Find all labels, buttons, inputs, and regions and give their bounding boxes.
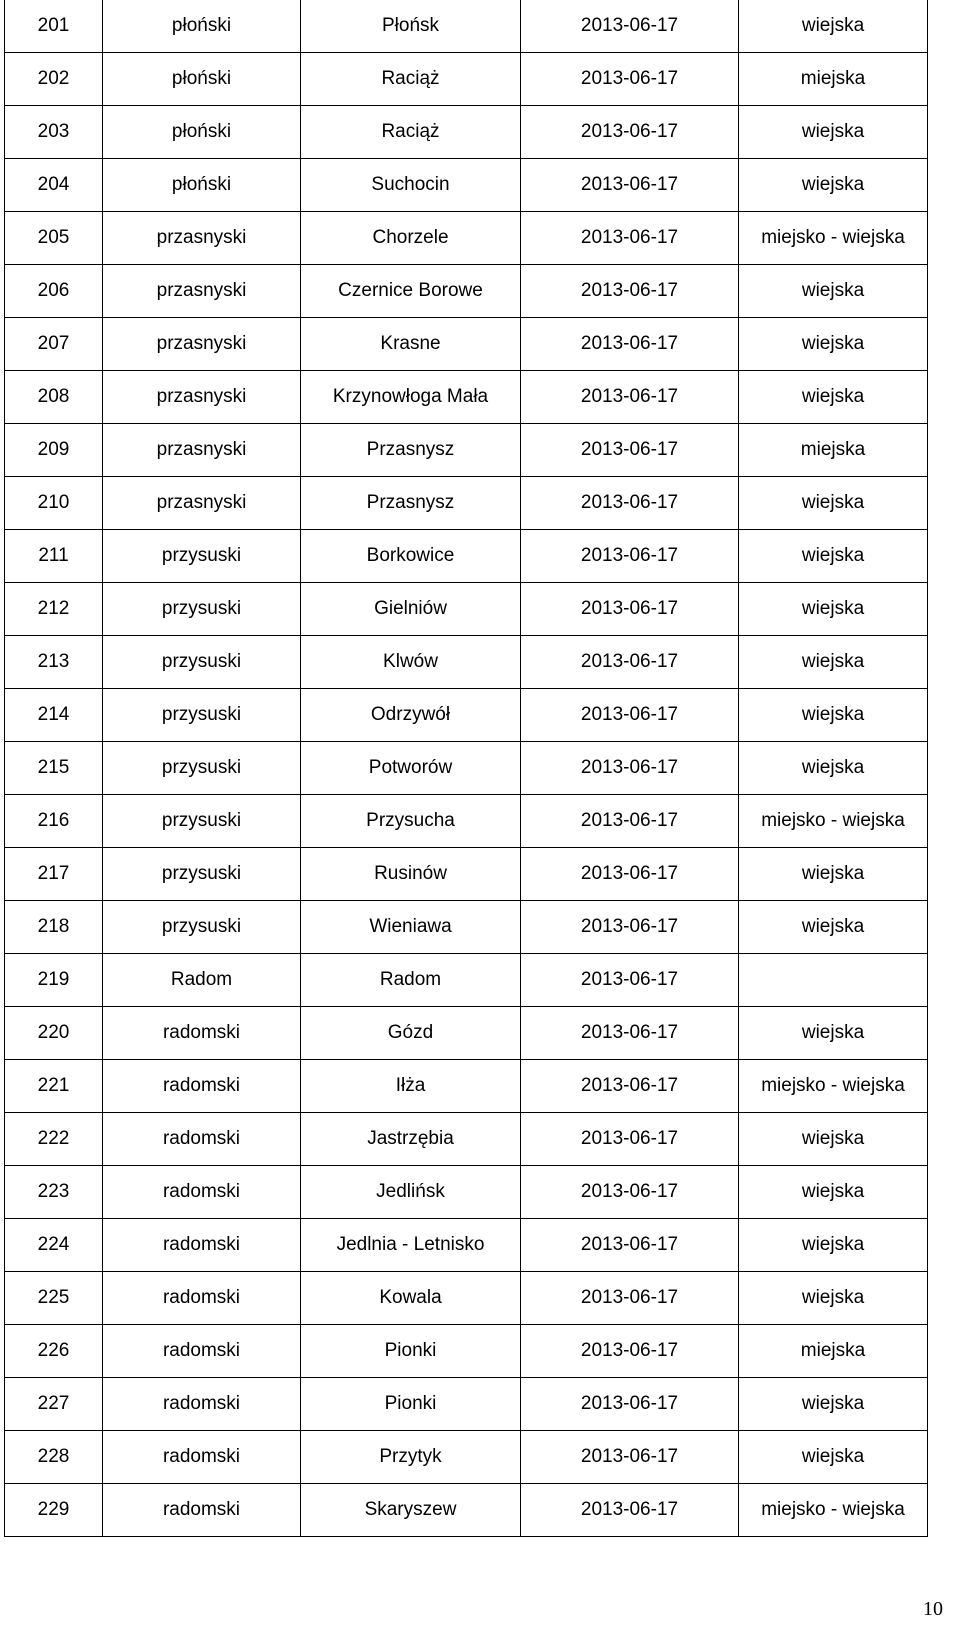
- row-number-cell: 211: [5, 530, 103, 583]
- commune-type-cell: miejsko - wiejska: [739, 1484, 928, 1537]
- commune-cell: Raciąż: [301, 106, 521, 159]
- county-cell: płoński: [103, 106, 301, 159]
- table-row: [5, 1219, 928, 1272]
- table-row: [5, 901, 928, 954]
- date-cell: 2013-06-17: [521, 1484, 739, 1537]
- table-row: [5, 1325, 928, 1378]
- date-cell: 2013-06-17: [521, 1325, 739, 1378]
- county-cell: Radom: [103, 954, 301, 1007]
- row-number-cell: 226: [5, 1325, 103, 1378]
- date-cell: 2013-06-17: [521, 636, 739, 689]
- date-cell: 2013-06-17: [521, 1166, 739, 1219]
- row-number-cell: 225: [5, 1272, 103, 1325]
- row-number-cell: 208: [5, 371, 103, 424]
- commune-cell: Pionki: [301, 1325, 521, 1378]
- commune-cell: Klwów: [301, 636, 521, 689]
- date-cell: 2013-06-17: [521, 53, 739, 106]
- commune-cell: Jedlińsk: [301, 1166, 521, 1219]
- table-row: [5, 1484, 928, 1537]
- table-row: [5, 424, 928, 477]
- table-row: [5, 795, 928, 848]
- commune-type-cell: wiejska: [739, 318, 928, 371]
- row-number-cell: 215: [5, 742, 103, 795]
- date-cell: 2013-06-17: [521, 742, 739, 795]
- date-cell: 2013-06-17: [521, 477, 739, 530]
- commune-type-cell: wiejska: [739, 636, 928, 689]
- commune-type-cell: wiejska: [739, 901, 928, 954]
- commune-type-cell: miejska: [739, 1325, 928, 1378]
- table-row: [5, 1431, 928, 1484]
- commune-cell: Gózd: [301, 1007, 521, 1060]
- county-cell: przysuski: [103, 689, 301, 742]
- date-cell: 2013-06-17: [521, 212, 739, 265]
- page-number: 10: [923, 1598, 943, 1620]
- county-cell: radomski: [103, 1378, 301, 1431]
- commune-type-cell: wiejska: [739, 1272, 928, 1325]
- date-cell: 2013-06-17: [521, 0, 739, 53]
- county-cell: przysuski: [103, 795, 301, 848]
- county-cell: radomski: [103, 1007, 301, 1060]
- commune-type-cell: wiejska: [739, 371, 928, 424]
- row-number-cell: 219: [5, 954, 103, 1007]
- county-cell: radomski: [103, 1166, 301, 1219]
- table-body: [5, 0, 928, 1537]
- table-row: [5, 318, 928, 371]
- commune-type-cell: wiejska: [739, 106, 928, 159]
- row-number-cell: 222: [5, 1113, 103, 1166]
- commune-cell: Czernice Borowe: [301, 265, 521, 318]
- row-number-cell: 212: [5, 583, 103, 636]
- table-row: [5, 159, 928, 212]
- commune-type-cell: wiejska: [739, 1166, 928, 1219]
- table-row: [5, 1166, 928, 1219]
- commune-cell: Przytyk: [301, 1431, 521, 1484]
- row-number-cell: 229: [5, 1484, 103, 1537]
- county-cell: przasnyski: [103, 477, 301, 530]
- date-cell: 2013-06-17: [521, 795, 739, 848]
- county-cell: przysuski: [103, 583, 301, 636]
- row-number-cell: 224: [5, 1219, 103, 1272]
- county-cell: przasnyski: [103, 318, 301, 371]
- county-cell: radomski: [103, 1219, 301, 1272]
- table-row: [5, 848, 928, 901]
- commune-type-cell: wiejska: [739, 1378, 928, 1431]
- county-cell: radomski: [103, 1325, 301, 1378]
- table-row: [5, 0, 928, 53]
- row-number-cell: 205: [5, 212, 103, 265]
- table-row: [5, 477, 928, 530]
- date-cell: 2013-06-17: [521, 1378, 739, 1431]
- table-row: [5, 742, 928, 795]
- county-cell: przysuski: [103, 742, 301, 795]
- date-cell: 2013-06-17: [521, 1272, 739, 1325]
- date-cell: 2013-06-17: [521, 265, 739, 318]
- commune-type-cell: wiejska: [739, 742, 928, 795]
- table-row: [5, 954, 928, 1007]
- commune-type-cell: miejsko - wiejska: [739, 1060, 928, 1113]
- row-number-cell: 228: [5, 1431, 103, 1484]
- table-row: [5, 689, 928, 742]
- commune-cell: Odrzywół: [301, 689, 521, 742]
- commune-type-cell: wiejska: [739, 1113, 928, 1166]
- county-cell: płoński: [103, 159, 301, 212]
- commune-type-cell: wiejska: [739, 0, 928, 53]
- commune-type-cell: [739, 954, 928, 1007]
- commune-cell: Wieniawa: [301, 901, 521, 954]
- county-cell: radomski: [103, 1484, 301, 1537]
- county-cell: przasnyski: [103, 371, 301, 424]
- commune-type-cell: wiejska: [739, 848, 928, 901]
- table-row: [5, 1378, 928, 1431]
- date-cell: 2013-06-17: [521, 689, 739, 742]
- date-cell: 2013-06-17: [521, 1060, 739, 1113]
- row-number-cell: 210: [5, 477, 103, 530]
- table-row: [5, 1272, 928, 1325]
- commune-cell: Iłża: [301, 1060, 521, 1113]
- row-number-cell: 223: [5, 1166, 103, 1219]
- commune-cell: Jastrzębia: [301, 1113, 521, 1166]
- commune-type-cell: wiejska: [739, 1219, 928, 1272]
- commune-cell: Radom: [301, 954, 521, 1007]
- date-cell: 2013-06-17: [521, 159, 739, 212]
- county-cell: płoński: [103, 53, 301, 106]
- commune-type-cell: miejsko - wiejska: [739, 212, 928, 265]
- commune-cell: Krzynowłoga Mała: [301, 371, 521, 424]
- row-number-cell: 207: [5, 318, 103, 371]
- commune-type-cell: miejsko - wiejska: [739, 795, 928, 848]
- table-row: [5, 636, 928, 689]
- table-row: [5, 583, 928, 636]
- county-cell: przasnyski: [103, 265, 301, 318]
- commune-type-cell: wiejska: [739, 1431, 928, 1484]
- table-row: [5, 530, 928, 583]
- row-number-cell: 221: [5, 1060, 103, 1113]
- row-number-cell: 216: [5, 795, 103, 848]
- date-cell: 2013-06-17: [521, 318, 739, 371]
- commune-cell: Suchocin: [301, 159, 521, 212]
- table-row: [5, 53, 928, 106]
- date-cell: 2013-06-17: [521, 901, 739, 954]
- row-number-cell: 213: [5, 636, 103, 689]
- row-number-cell: 203: [5, 106, 103, 159]
- county-cell: przysuski: [103, 848, 301, 901]
- county-cell: przysuski: [103, 530, 301, 583]
- table-row: [5, 265, 928, 318]
- date-cell: 2013-06-17: [521, 848, 739, 901]
- county-cell: radomski: [103, 1272, 301, 1325]
- commune-cell: Rusinów: [301, 848, 521, 901]
- table-row: [5, 1113, 928, 1166]
- table-row: [5, 1007, 928, 1060]
- row-number-cell: 218: [5, 901, 103, 954]
- date-cell: 2013-06-17: [521, 1219, 739, 1272]
- table-row: [5, 1060, 928, 1113]
- county-cell: radomski: [103, 1060, 301, 1113]
- communes-table: [4, 0, 928, 1537]
- row-number-cell: 202: [5, 53, 103, 106]
- commune-type-cell: wiejska: [739, 1007, 928, 1060]
- commune-type-cell: wiejska: [739, 530, 928, 583]
- county-cell: płoński: [103, 0, 301, 53]
- date-cell: 2013-06-17: [521, 371, 739, 424]
- commune-cell: Płońsk: [301, 0, 521, 53]
- date-cell: 2013-06-17: [521, 106, 739, 159]
- commune-type-cell: miejska: [739, 424, 928, 477]
- row-number-cell: 206: [5, 265, 103, 318]
- county-cell: przysuski: [103, 636, 301, 689]
- row-number-cell: 217: [5, 848, 103, 901]
- county-cell: radomski: [103, 1431, 301, 1484]
- date-cell: 2013-06-17: [521, 424, 739, 477]
- county-cell: radomski: [103, 1113, 301, 1166]
- commune-cell: Raciąż: [301, 53, 521, 106]
- date-cell: 2013-06-17: [521, 583, 739, 636]
- commune-cell: Przysucha: [301, 795, 521, 848]
- commune-cell: Skaryszew: [301, 1484, 521, 1537]
- county-cell: przasnyski: [103, 424, 301, 477]
- commune-cell: Pionki: [301, 1378, 521, 1431]
- commune-type-cell: wiejska: [739, 265, 928, 318]
- date-cell: 2013-06-17: [521, 1431, 739, 1484]
- date-cell: 2013-06-17: [521, 954, 739, 1007]
- commune-type-cell: miejska: [739, 53, 928, 106]
- commune-type-cell: wiejska: [739, 159, 928, 212]
- row-number-cell: 220: [5, 1007, 103, 1060]
- commune-cell: Krasne: [301, 318, 521, 371]
- county-cell: przasnyski: [103, 212, 301, 265]
- table-row: [5, 371, 928, 424]
- row-number-cell: 227: [5, 1378, 103, 1431]
- commune-cell: Jedlnia - Letnisko: [301, 1219, 521, 1272]
- commune-type-cell: wiejska: [739, 477, 928, 530]
- commune-cell: Przasnysz: [301, 424, 521, 477]
- commune-cell: Gielniów: [301, 583, 521, 636]
- row-number-cell: 209: [5, 424, 103, 477]
- table-row: [5, 212, 928, 265]
- date-cell: 2013-06-17: [521, 1007, 739, 1060]
- commune-cell: Borkowice: [301, 530, 521, 583]
- commune-type-cell: wiejska: [739, 689, 928, 742]
- commune-cell: Potworów: [301, 742, 521, 795]
- table-row: [5, 106, 928, 159]
- date-cell: 2013-06-17: [521, 1113, 739, 1166]
- commune-type-cell: wiejska: [739, 583, 928, 636]
- row-number-cell: 204: [5, 159, 103, 212]
- commune-cell: Chorzele: [301, 212, 521, 265]
- commune-cell: Przasnysz: [301, 477, 521, 530]
- row-number-cell: 201: [5, 0, 103, 53]
- row-number-cell: 214: [5, 689, 103, 742]
- county-cell: przysuski: [103, 901, 301, 954]
- date-cell: 2013-06-17: [521, 530, 739, 583]
- commune-cell: Kowala: [301, 1272, 521, 1325]
